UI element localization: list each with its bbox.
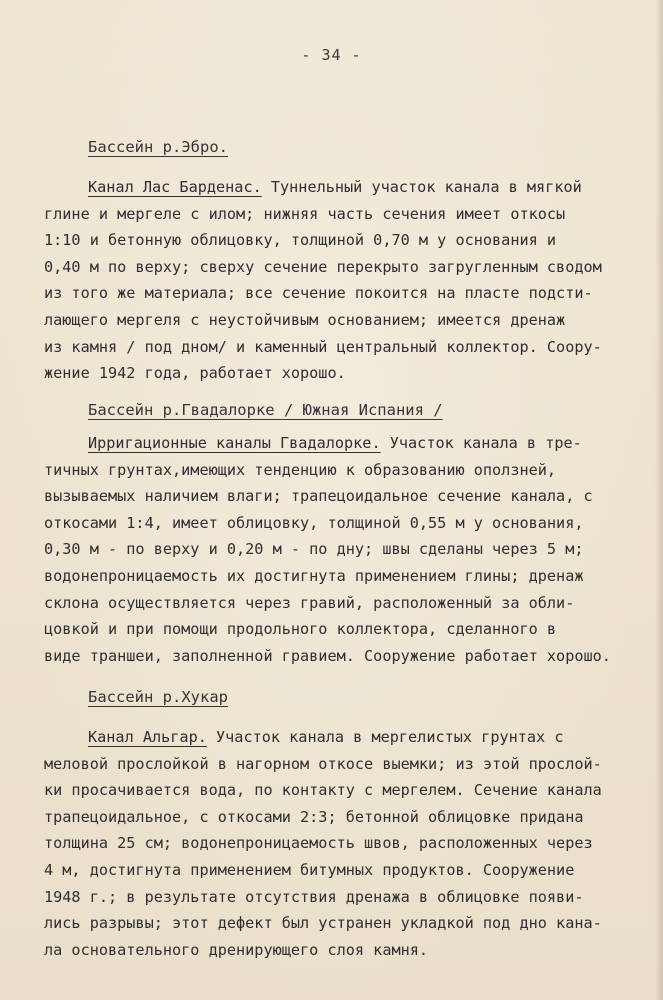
paragraph-line	[44, 174, 644, 201]
paragraph-line-text: Участок канала в мергелистых грунтах с	[206, 728, 564, 746]
paragraph-line	[44, 724, 644, 751]
paragraph-line: 1:10 и бетонную облицовку, толщиной 0,70 м у основания и	[44, 231, 557, 250]
paragraph-line: 0,40 м по верху; сверху сечение перекрыто загругленным сводом	[44, 257, 602, 276]
paragraph-line: толщина 25 см; водонепроницаемость швов, расположенных через	[44, 834, 593, 853]
paragraph-line: 4 м, достигнута применением битумных продуктов. Сооружение	[44, 860, 575, 879]
paragraph-line	[44, 430, 644, 457]
paragraph-line: тичных грунтах,имеющих тенденцию к образованию оползней,	[44, 460, 557, 479]
paragraph-line: ки просачивается вода, по контакту с мергелем. Сечение канала	[44, 781, 602, 800]
section-paragraph-jucar	[44, 724, 644, 963]
section-heading-jucar: Бассейн р.Хукар	[88, 688, 228, 706]
paragraph-line: лающего мергеля с неустойчивым основанием; имеется дренаж	[44, 310, 566, 329]
paragraph-line: водонепроницаемость их достигнута применением глины; дренаж	[44, 566, 584, 585]
paragraph-line: виде траншеи, заполненной гравием. Сооружение работает хорошо.	[44, 646, 611, 665]
paragraph-line: откосами 1:4, имеет облицовку, толщиной 0,55 м у основания,	[44, 513, 584, 532]
paragraph-line: цовкой и при помощи продольного коллектора, сделанного в	[44, 620, 557, 639]
page-number: - 34 -	[301, 46, 362, 64]
paragraph-lead: Ирригационные каналы Гвадалорке.	[88, 434, 381, 452]
section-paragraph-ebro	[44, 174, 644, 387]
paragraph-line: трапецоидальное, с откосами 2:3; бетонной облицовке придана	[44, 807, 584, 826]
section-paragraph-guadalhorce	[44, 430, 644, 669]
paragraph-line: лись разрывы; этот дефект был устранен укладкой под дно кана-	[44, 914, 602, 933]
paragraph-line-text: Участок канала в тре-	[380, 434, 582, 452]
section-heading-ebro: Бассейн р.Эбро.	[88, 138, 228, 156]
paragraph-line: 1948 г.; в результате отсутствия дренажа в облицовке появи-	[44, 887, 584, 906]
paragraph-line: меловой прослойкой в нагорном откосе выемки; из этой прослой-	[44, 754, 602, 773]
section-heading-guadalhorce: Бассейн р.Гвадалорке / Южная Испания /	[88, 401, 443, 419]
paragraph-line: глине и мергеле с илом; нижняя часть сечения имеет откосы	[44, 204, 566, 223]
paragraph-line: из того же материала; все сечение покоится на пласте подсти-	[44, 284, 593, 303]
binding-edge-shadow	[655, 0, 663, 1000]
paragraph-line: жение 1942 года, работает хорошо.	[44, 364, 346, 383]
paragraph-line: вызываемых наличием влаги; трапецоидальное сечение канала, с	[44, 487, 593, 506]
paragraph-lead: Канал Альгар.	[88, 728, 207, 746]
paragraph-line: из камня / под дном/ и каменный центральный коллектор. Соору-	[44, 337, 602, 356]
paragraph-line: склона осуществляется через гравий, расположенный за обли-	[44, 593, 575, 612]
paragraph-line-text: Туннельный участок канала в мягкой	[261, 178, 582, 196]
paragraph-line: ла основательного дренирующего слоя камня.	[44, 940, 429, 959]
paragraph-lead: Канал Лас Барденас.	[88, 178, 262, 196]
paragraph-line: 0,30 м - по верху и 0,20 м - по дну; швы сделаны через 5 м;	[44, 540, 584, 559]
